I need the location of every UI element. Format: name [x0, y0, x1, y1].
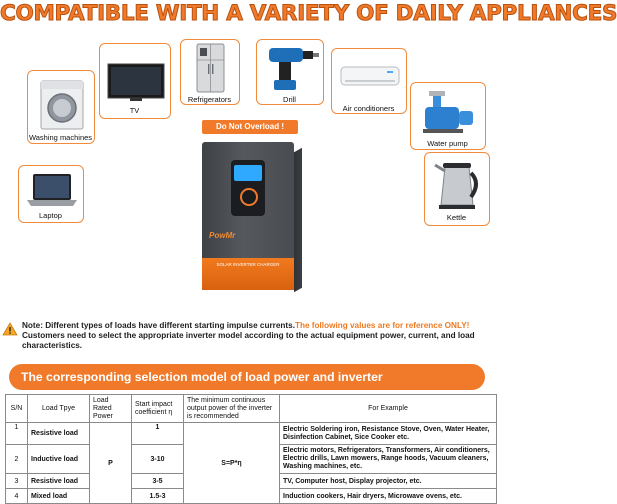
row-example	[280, 423, 497, 445]
air-conditioners-label: Air conditioners	[342, 104, 395, 113]
row-example: TV, Computer host, Display projector, etc.	[280, 474, 497, 489]
refrigerator-icon	[181, 40, 241, 95]
drill-frame	[256, 39, 324, 105]
example-line: Electric drills, Lawn mowers, Range hoods, Vacuum cleaners,	[283, 455, 489, 462]
drill-label: Drill	[283, 95, 296, 104]
kettle-frame	[424, 152, 490, 226]
water-pump-icon	[411, 83, 487, 139]
air-conditioner-icon	[332, 49, 408, 104]
row-coefficient: 3-5	[132, 474, 184, 489]
row-sn: 3	[6, 474, 28, 489]
refrigerators-label: Refrigerators	[187, 95, 232, 104]
air-conditioner-frame	[331, 48, 407, 114]
inverter-label: SOLAR INVERTER CHARGER	[216, 262, 280, 267]
note-highlight: The following values are for reference ONLY!	[294, 321, 470, 330]
row-sn: 1	[6, 423, 28, 445]
table-row	[6, 423, 497, 445]
laptop-icon	[19, 166, 85, 212]
row-sn: 2	[6, 445, 28, 474]
header-impact-coefficient: Start impact coefficient η	[132, 395, 184, 423]
row-example: Induction cookers, Hair dryers, Microwave ovens, etc.	[280, 489, 497, 504]
row-load-type: Inductive load	[28, 445, 90, 474]
rated-power-cell: P	[90, 423, 132, 504]
row-load-type: Mixed load	[28, 489, 90, 504]
header-rated-power: Load Rated Power	[90, 395, 132, 423]
example-line: Washing machines, etc.	[283, 463, 363, 470]
inverter-lcd	[234, 165, 262, 181]
washing-machines-label: Washing machines	[28, 133, 93, 142]
header-load-type: Load Tpye	[28, 395, 90, 423]
kettle-label: Kettle	[446, 213, 467, 222]
example-line: Disinfection Cabinet, Sice Cooker etc.	[283, 433, 410, 441]
tv-label: TV	[129, 106, 140, 115]
header-sn: S/N	[6, 395, 28, 423]
water-pump-label: Water pump	[427, 139, 468, 148]
note-text	[22, 321, 496, 351]
inverter-dial-icon	[240, 188, 258, 206]
water-pump-frame	[410, 82, 486, 150]
min-output-formula: S=P*η	[184, 423, 280, 504]
laptop-label: Laptop	[39, 211, 62, 220]
note-block	[0, 320, 500, 350]
tv-frame	[99, 43, 171, 119]
overload-badge: Do Not Overload !	[202, 120, 298, 134]
tv-icon	[100, 44, 172, 108]
table-header-row	[6, 395, 497, 423]
header-example: For Example	[280, 395, 497, 423]
washing-machine-frame	[27, 70, 95, 144]
warning-icon	[2, 322, 18, 336]
laptop-frame	[18, 165, 84, 223]
row-example	[280, 445, 497, 474]
header-min-output: The minimum continuous output power of the inverter is recommended	[184, 395, 280, 423]
example-line: Electric motors, Refrigerators, Transformers, Air conditioners,	[283, 447, 490, 454]
row-coefficient: 1.5-3	[132, 489, 184, 504]
row-load-type: Resistive load	[28, 474, 90, 489]
load-selection-table	[5, 394, 497, 504]
row-sn: 4	[6, 489, 28, 504]
section-banner: The corresponding selection model of load power and inverter	[9, 364, 485, 390]
inverter-side-panel	[294, 148, 302, 293]
page-headline: COMPATIBLE WITH A VARIETY OF DAILY APPLIANCES	[0, 1, 617, 26]
washing-machine-icon	[28, 71, 96, 133]
example-line: Electric Soldering iron, Resistance Stove, Oven, Water Heater,	[283, 425, 490, 433]
inverter-brand: PowMr	[209, 231, 236, 240]
kettle-icon	[425, 153, 491, 213]
note-lead: Note: Different types of loads have different starting impulse currents.	[22, 321, 295, 330]
row-load-type: Resistive load	[28, 423, 90, 445]
row-coefficient: 1	[132, 423, 184, 445]
drill-icon	[257, 40, 325, 95]
row-coefficient: 3-10	[132, 445, 184, 474]
note-tail: Customers need to select the appropriate inverter model according to the actual equipment power, current, and load characteristics.	[22, 331, 475, 350]
refrigerator-frame	[180, 39, 240, 105]
